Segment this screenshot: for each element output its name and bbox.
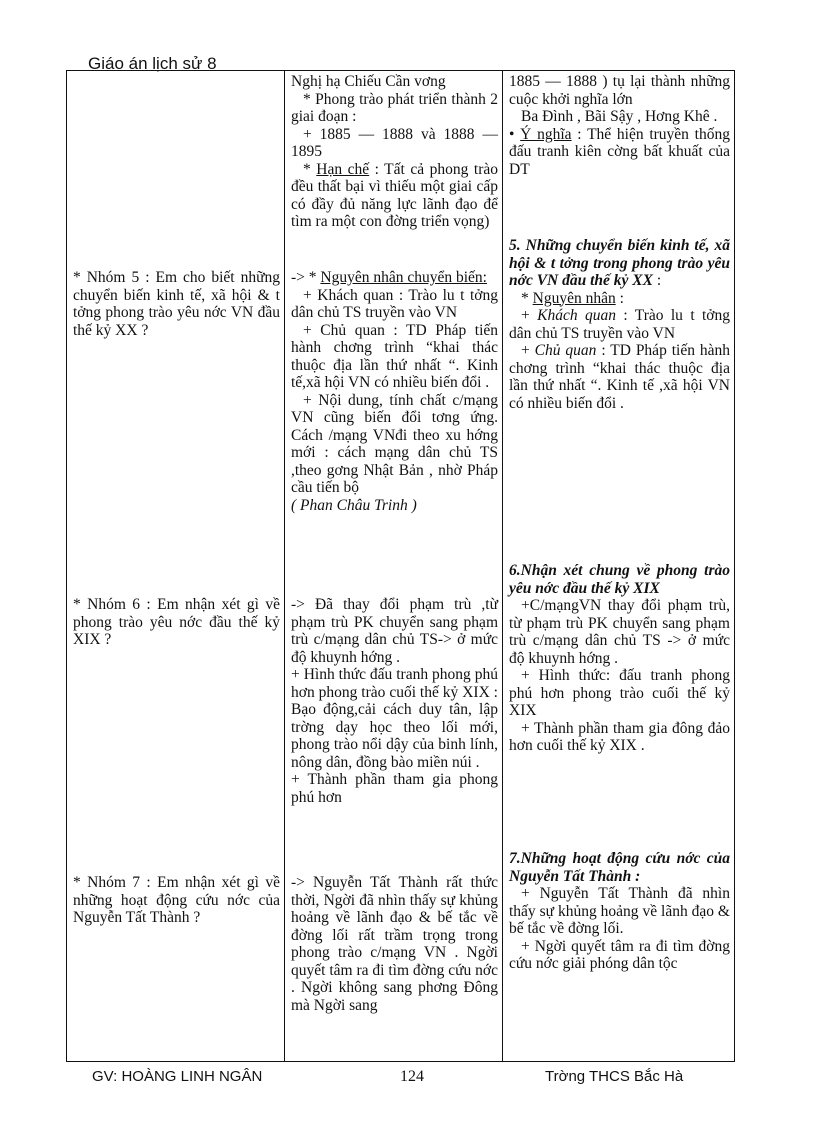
footer-school: Trờng THCS Bắc Hà — [545, 1068, 684, 1085]
can-vuong-summary: Nghị hạ Chiếu Cần vơng * Phong trào phát triển thành 2 giai đoạn : + 1885 — 1888 và 1888 — 1895 * Hạn chế : Tất cả phong trào đều thất bại vì thiếu một giai cấp có đầy đủ năng lực lãnh đạo để tìm ra một con đờng triển vọng) — [291, 73, 498, 230]
page-header-title: Giáo án lịch sử 8 — [88, 54, 217, 73]
limitation-label: Hạn chế — [316, 160, 370, 178]
lesson-table — [66, 70, 735, 1062]
content-section-7: 7.Những hoạt động cứu nớc của Nguyễn Tất Thành : + Nguyễn Tất Thành đã nhìn thấy sự khủng hoảng về lãnh đạo & bế tắc về đờng lối. + Ngời quyết tâm ra đi tìm đờng cứu nớc giải phóng dân tộc — [509, 850, 730, 972]
answer-group-5: -> * Nguyên nhân chuyển biến: + Khách quan : Trào lu t tởng dân chủ TS truyền vào VN + Chủ quan : TD Pháp tiến hành chơng trình “khai thác thuộc địa lần thứ nhất “. Kinh tế,xã hội VN có nhiều biến đổi . + Nội dung, tính chất c/mạng VN cũng biến đổi tơng ứng. Cách /mạng VNđi theo xu hớng mới : cách mạng dân chủ TS ,theo gơng Nhật Bản , nhờ Pháp cầu tiến bộ ( Phan Châu Trinh ) — [291, 269, 498, 514]
answer-group-6: -> Đã thay đổi phạm trù ,từ phạm trù PK chuyển sang phạm trù c/mạng dân chủ TS-> ở mức độ khuynh hớng . + Hình thức đấu tranh phong phú hơn phong trào cuối thế kỷ XIX : Bạo động,cải cách duy tân, lập trờng dạy học theo lối mới, phong trào nổi dậy của binh lính, nông dân, đồng bào miền núi . + Thành phần tham gia phong phú hơn — [291, 596, 498, 806]
question-group-7: * Nhóm 7 : Em nhận xét gì về những hoạt động cứu nớc của Nguyễn Tất Thành ? — [73, 874, 280, 926]
content-section-6: 6.Nhận xét chung về phong trào yêu nớc đầu thế kỷ XIX +C/mạngVN thay đổi phạm trù, từ phạm trù PK chuyển sang phạm trù c/mạng dân chủ TS -> ở mức độ khuynh hớng . + Hình thức: đấu tranh phong phú hơn phong trào cuối thế kỷ XIX + Thành phần tham gia đông đảo hơn cuối thế kỷ XIX . — [509, 562, 730, 754]
footer-page-number: 124 — [400, 1068, 424, 1085]
questions-column — [67, 71, 285, 1062]
content-section-5: 5. Những chuyển biến kinh tế, xã hội & t tởng trong phong trào yêu nớc VN đầu thế kỷ XX : * Nguyên nhân : + Khách quan : Trào lu t tởng dân chủ TS truyền vào VN + Chủ quan : TD Pháp tiến hành chơng trình “khai thác thuộc địa lần thứ nhất “. Kinh tế ,xã hội VN có nhiều biến đổi . — [509, 237, 731, 412]
activities-column — [285, 71, 503, 1062]
question-group-5: * Nhóm 5 : Em cho biết những chuyển biến kinh tế, xã hội & t tởng phong trào yêu nớc VN đầu thế kỷ XX ? — [73, 269, 280, 339]
answer-group-7: -> Nguyễn Tất Thành rất thức thời, Ngời đã nhìn thấy sự khủng hoảng về lãnh đạo & bế tắc về đờng lối rất trầm trọng trong phong trào c/mạng VN . Ngời quyết tâm ra đi tìm đờng cứu nớc . Ngời không sang phơng Đông mà Ngời sang — [291, 874, 498, 1014]
content-can-vuong: 1885 — 1888 ) tụ lại thành những cuộc khởi nghĩa lớn Ba Đình , Bãi Sậy , Hơng Khê . • Ý nghĩa : Thể hiện truyền thống đấu tranh kiên cờng bất khuất của DT — [509, 73, 730, 178]
significance-label: Ý nghĩa — [520, 125, 572, 143]
cause-label: Nguyên nhân chuyển biến: — [320, 269, 487, 286]
footer-teacher: GV: HOÀNG LINH NGÂN — [92, 1068, 263, 1085]
section-6-heading: 6.Nhận xét chung về phong trào yêu nớc đầu thế kỷ XIX — [509, 562, 730, 597]
section-7-heading: 7.Những hoạt động cứu nớc của Nguyễn Tất Thành : — [509, 850, 730, 885]
section-5-heading: 5. Những chuyển biến kinh tế, xã hội & t tởng trong phong trào yêu nớc VN đầu thế kỷ XX — [509, 237, 730, 289]
content-column — [503, 71, 735, 1062]
question-group-6: * Nhóm 6 : Em nhận xét gì về phong trào yêu nớc đầu thế kỷ XIX ? — [73, 596, 280, 648]
